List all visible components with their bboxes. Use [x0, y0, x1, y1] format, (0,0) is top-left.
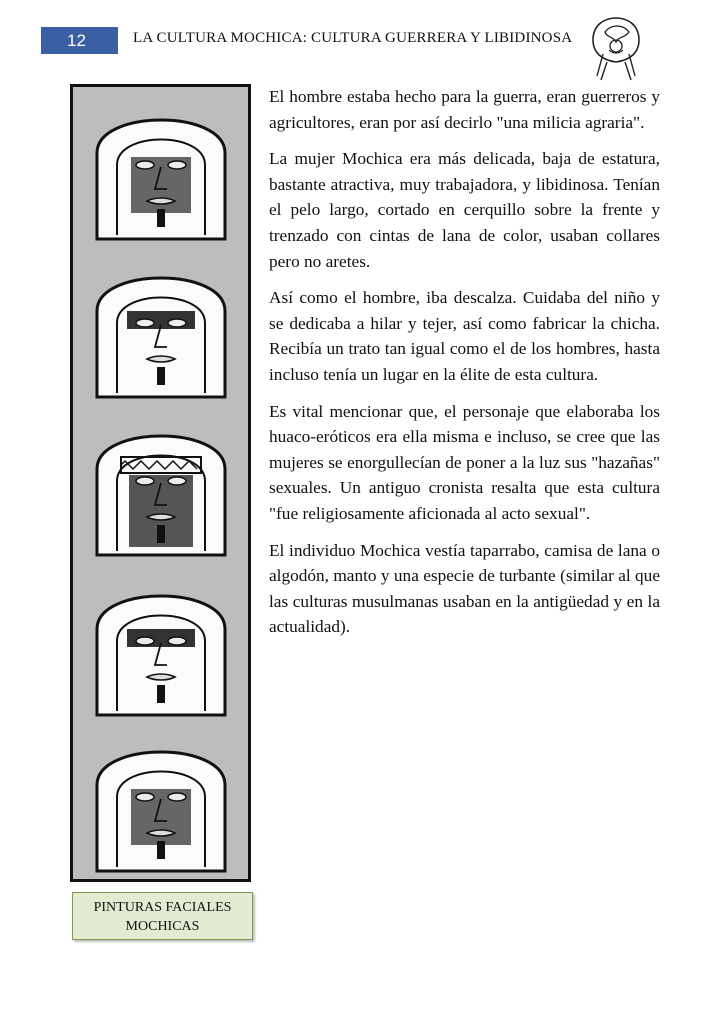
- caption-line-1: PINTURAS FACIALES: [93, 900, 232, 915]
- mochica-face-drawing: [97, 596, 225, 715]
- facial-paintings-figure: [70, 84, 251, 882]
- article-body: [269, 84, 660, 651]
- page-number: 12: [41, 27, 118, 54]
- mochica-face-drawing: [97, 120, 225, 239]
- institution-emblem-icon: [589, 14, 643, 84]
- paragraph: El hombre estaba hecho para la guerra, eran guerreros y agricultores, eran por así decirlo "una milicia agraria".: [269, 87, 660, 132]
- figure-caption: [72, 892, 253, 940]
- paragraph: El individuo Mochica vestía taparrabo, camisa de lana o algodón, manto y una especie de turbante (similar al que las culturas musulmanas usaban en la antigüedad y en la actualidad).: [269, 540, 660, 637]
- mochica-face-drawing: [97, 436, 225, 555]
- mochica-face-drawing: [97, 278, 225, 397]
- paragraph: Es vital mencionar que, el personaje que elaboraba los huaco-eróticos era ella misma e incluso, se cree que las mujeres se enorgullecían de poner a la luz sus "hazañas" sexuales. Un antiguo cronista resalta que esta cultura "fue religiosamente aficionada al acto sexual".: [269, 401, 660, 523]
- caption-line-2: MOCHICAS: [125, 919, 200, 934]
- running-header-title: LA CULTURA MOCHICA: CULTURA GUERRERA Y LIBIDINOSA: [133, 30, 573, 46]
- paragraph: Así como el hombre, iba descalza. Cuidaba del niño y se dedicaba a hilar y tejer, así como fabricar la chicha. Recibía un trato tan igual como el de los hombres, hasta incluso tenía un lugar en la élite de esta cultura.: [269, 288, 660, 384]
- mochica-face-drawing: [97, 752, 225, 871]
- paragraph: La mujer Mochica era más delicada, baja de estatura, bastante atractiva, muy trabajadora, y libidinosa. Tenían el pelo largo, cortado en cerquillo sobre la frente y trenzado con cintas de lana de color, usaban collares pero no aretes.: [269, 149, 660, 271]
